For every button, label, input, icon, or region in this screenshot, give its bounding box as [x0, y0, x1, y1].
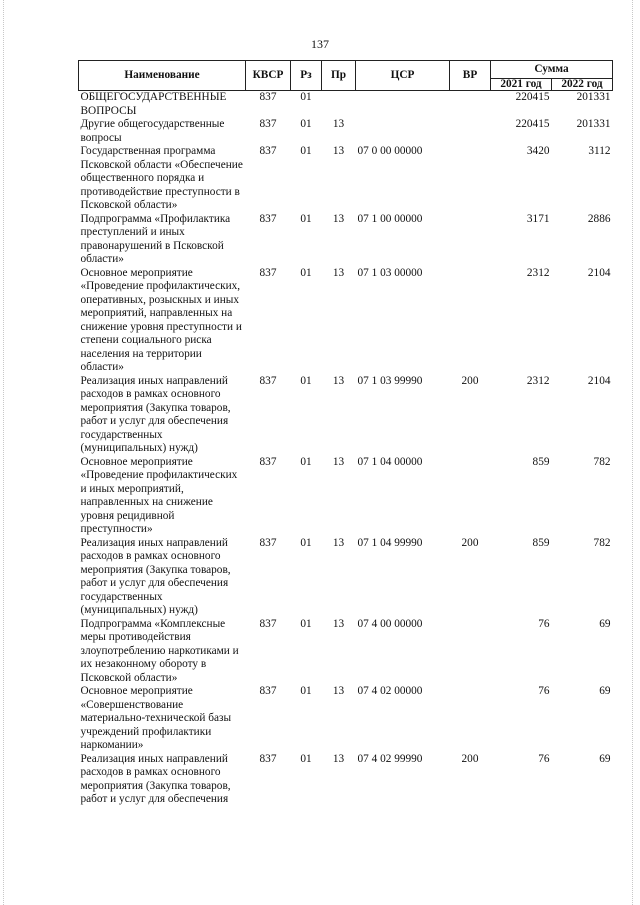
- header-pr: Пр: [322, 61, 356, 91]
- row-kvsr: 837: [259, 91, 277, 103]
- row-rz: 01: [300, 685, 312, 697]
- row-rz: 01: [300, 118, 312, 130]
- row-kvsr: 837: [259, 145, 277, 157]
- budget-table: [78, 60, 613, 807]
- row-sum-2021: 3420: [526, 145, 550, 157]
- table-row: [79, 375, 613, 456]
- row-name: Другие общегосударственные вопросы: [80, 118, 225, 144]
- row-csr: [356, 91, 450, 119]
- row-pr: [322, 91, 356, 119]
- table-row: [79, 456, 613, 537]
- header-year-2022: 2022 год: [552, 79, 613, 91]
- row-name: Основное мероприятие «Совершенствование материально-технической базы учреждений профилактики наркомании»: [80, 685, 232, 751]
- row-csr: [356, 118, 450, 145]
- table-body: [79, 91, 613, 807]
- row-rz: 01: [300, 266, 312, 279]
- table-row: [79, 267, 613, 375]
- row-vr: [450, 267, 491, 375]
- row-rz: 01: [300, 617, 312, 630]
- table-row: [79, 537, 613, 618]
- header-name: Наименование: [79, 61, 246, 91]
- row-csr: 07 0 00 00000: [357, 145, 423, 157]
- table-row: [79, 91, 613, 119]
- row-csr: 07 4 02 00000: [357, 685, 423, 697]
- header-kvsr: КВСР: [246, 61, 291, 91]
- row-vr: [450, 118, 491, 145]
- scan-edge-left: [3, 0, 4, 905]
- page-number: 137: [311, 37, 329, 51]
- row-sum-2022: 2104: [587, 266, 611, 279]
- row-name: Государственная программа Псковской области «Обеспечение общественного порядка и противодействие преступности в Псковской области»: [80, 145, 243, 211]
- row-sum-2022: 69: [599, 685, 611, 697]
- table-row: [79, 118, 613, 145]
- table-row: [79, 213, 613, 267]
- row-sum-2021: 859: [532, 536, 550, 549]
- table-row: [79, 753, 613, 807]
- row-pr: 13: [332, 145, 345, 157]
- row-csr: 07 4 00 00000: [357, 617, 423, 630]
- row-pr: 13: [332, 455, 345, 468]
- header-year-2021: 2021 год: [491, 79, 552, 91]
- row-name: Основное мероприятие «Проведение профилактических и иных мероприятий, направленных на снижение уровня рецидивной преступности»: [80, 455, 238, 535]
- row-kvsr: 837: [259, 685, 277, 697]
- row-sum-2021: 76: [538, 752, 550, 765]
- row-sum-2021: 76: [538, 685, 550, 697]
- row-pr: 13: [332, 374, 345, 387]
- row-name: ОБЩЕГОСУДАРСТВЕННЫЕ ВОПРОСЫ: [80, 91, 227, 117]
- row-sum-2021: 220415: [515, 91, 550, 103]
- table-row: [79, 618, 613, 686]
- row-sum-2021: 859: [532, 455, 550, 468]
- header-csr: ЦСР: [356, 61, 450, 91]
- table-header: [79, 61, 613, 91]
- row-vr: 200: [461, 374, 479, 387]
- row-kvsr: 837: [259, 455, 277, 468]
- row-pr: 13: [332, 266, 345, 279]
- row-sum-2021: 2312: [526, 266, 550, 279]
- row-vr: [450, 618, 491, 686]
- row-name: Реализация иных направлений расходов в рамках основного мероприятия (Закупка товаров, работ и услуг для обеспечения: [80, 752, 231, 805]
- row-pr: 13: [332, 752, 345, 765]
- row-rz: 01: [300, 536, 312, 549]
- row-pr: 13: [332, 536, 345, 549]
- table-row: [79, 145, 613, 213]
- row-name: Подпрограмма «Профилактика преступлений и иных правонарушений в Псковской области»: [80, 212, 231, 265]
- row-pr: 13: [332, 118, 345, 130]
- row-vr: [450, 145, 491, 213]
- row-kvsr: 837: [259, 617, 277, 630]
- row-sum-2022: 69: [599, 752, 611, 765]
- row-kvsr: 837: [259, 374, 277, 387]
- row-pr: 13: [332, 617, 345, 630]
- row-pr: 13: [332, 685, 345, 697]
- row-sum-2022: 69: [599, 617, 611, 630]
- row-csr: 07 1 00 00000: [357, 212, 423, 225]
- row-sum-2022: 201331: [576, 91, 611, 103]
- row-name: Подпрограмма «Комплексные меры противодействия злоупотреблению наркотиками и их незаконному обороту в Псковской области»: [80, 617, 239, 684]
- scan-edge-right: [632, 0, 633, 905]
- row-sum-2022: 201331: [576, 118, 611, 130]
- row-vr: [450, 456, 491, 537]
- row-kvsr: 837: [259, 266, 277, 279]
- row-vr: 200: [461, 752, 479, 765]
- row-rz: 01: [300, 145, 312, 157]
- row-csr: 07 1 03 00000: [357, 266, 423, 279]
- row-rz: 01: [300, 455, 312, 468]
- row-sum-2021: 2312: [526, 374, 550, 387]
- row-kvsr: 837: [259, 118, 277, 130]
- row-rz: 01: [300, 91, 312, 103]
- row-name: Реализация иных направлений расходов в рамках основного мероприятия (Закупка товаров, работ и услуг для обеспечения государственных (муниципальных) нужд): [80, 374, 231, 454]
- row-sum-2021: 76: [538, 617, 550, 630]
- header-vr: ВР: [450, 61, 491, 91]
- row-pr: 13: [332, 212, 345, 225]
- row-sum-2022: 2886: [587, 212, 611, 225]
- row-sum-2022: 3112: [588, 145, 611, 157]
- row-rz: 01: [300, 752, 312, 765]
- row-vr: [450, 685, 491, 753]
- row-sum-2022: 782: [593, 455, 611, 468]
- header-sum: Сумма: [491, 61, 613, 79]
- table-row: [79, 685, 613, 753]
- row-kvsr: 837: [259, 536, 277, 549]
- row-csr: 07 1 04 99990: [357, 536, 423, 549]
- row-rz: 01: [300, 212, 312, 225]
- row-kvsr: 837: [259, 752, 277, 765]
- row-sum-2021: 220415: [515, 118, 550, 130]
- row-csr: 07 1 03 99990: [357, 374, 423, 387]
- header-rz: Рз: [291, 61, 322, 91]
- row-rz: 01: [300, 374, 312, 387]
- row-vr: [450, 213, 491, 267]
- row-sum-2021: 3171: [526, 212, 550, 225]
- row-sum-2022: 782: [593, 536, 611, 549]
- row-vr: 200: [461, 536, 479, 549]
- row-name: Реализация иных направлений расходов в рамках основного мероприятия (Закупка товаров, работ и услуг для обеспечения государственных (муниципальных) нужд): [80, 536, 231, 616]
- row-csr: 07 1 04 00000: [357, 455, 423, 468]
- row-kvsr: 837: [259, 212, 277, 225]
- row-name: Основное мероприятие «Проведение профилактических, оперативных, розыскных и иных мероприятий, направленных на снижение уровня преступности и степени социального риска населения на территории области»: [80, 266, 242, 373]
- row-sum-2022: 2104: [587, 374, 611, 387]
- row-vr: [450, 91, 491, 119]
- row-csr: 07 4 02 99990: [357, 752, 423, 765]
